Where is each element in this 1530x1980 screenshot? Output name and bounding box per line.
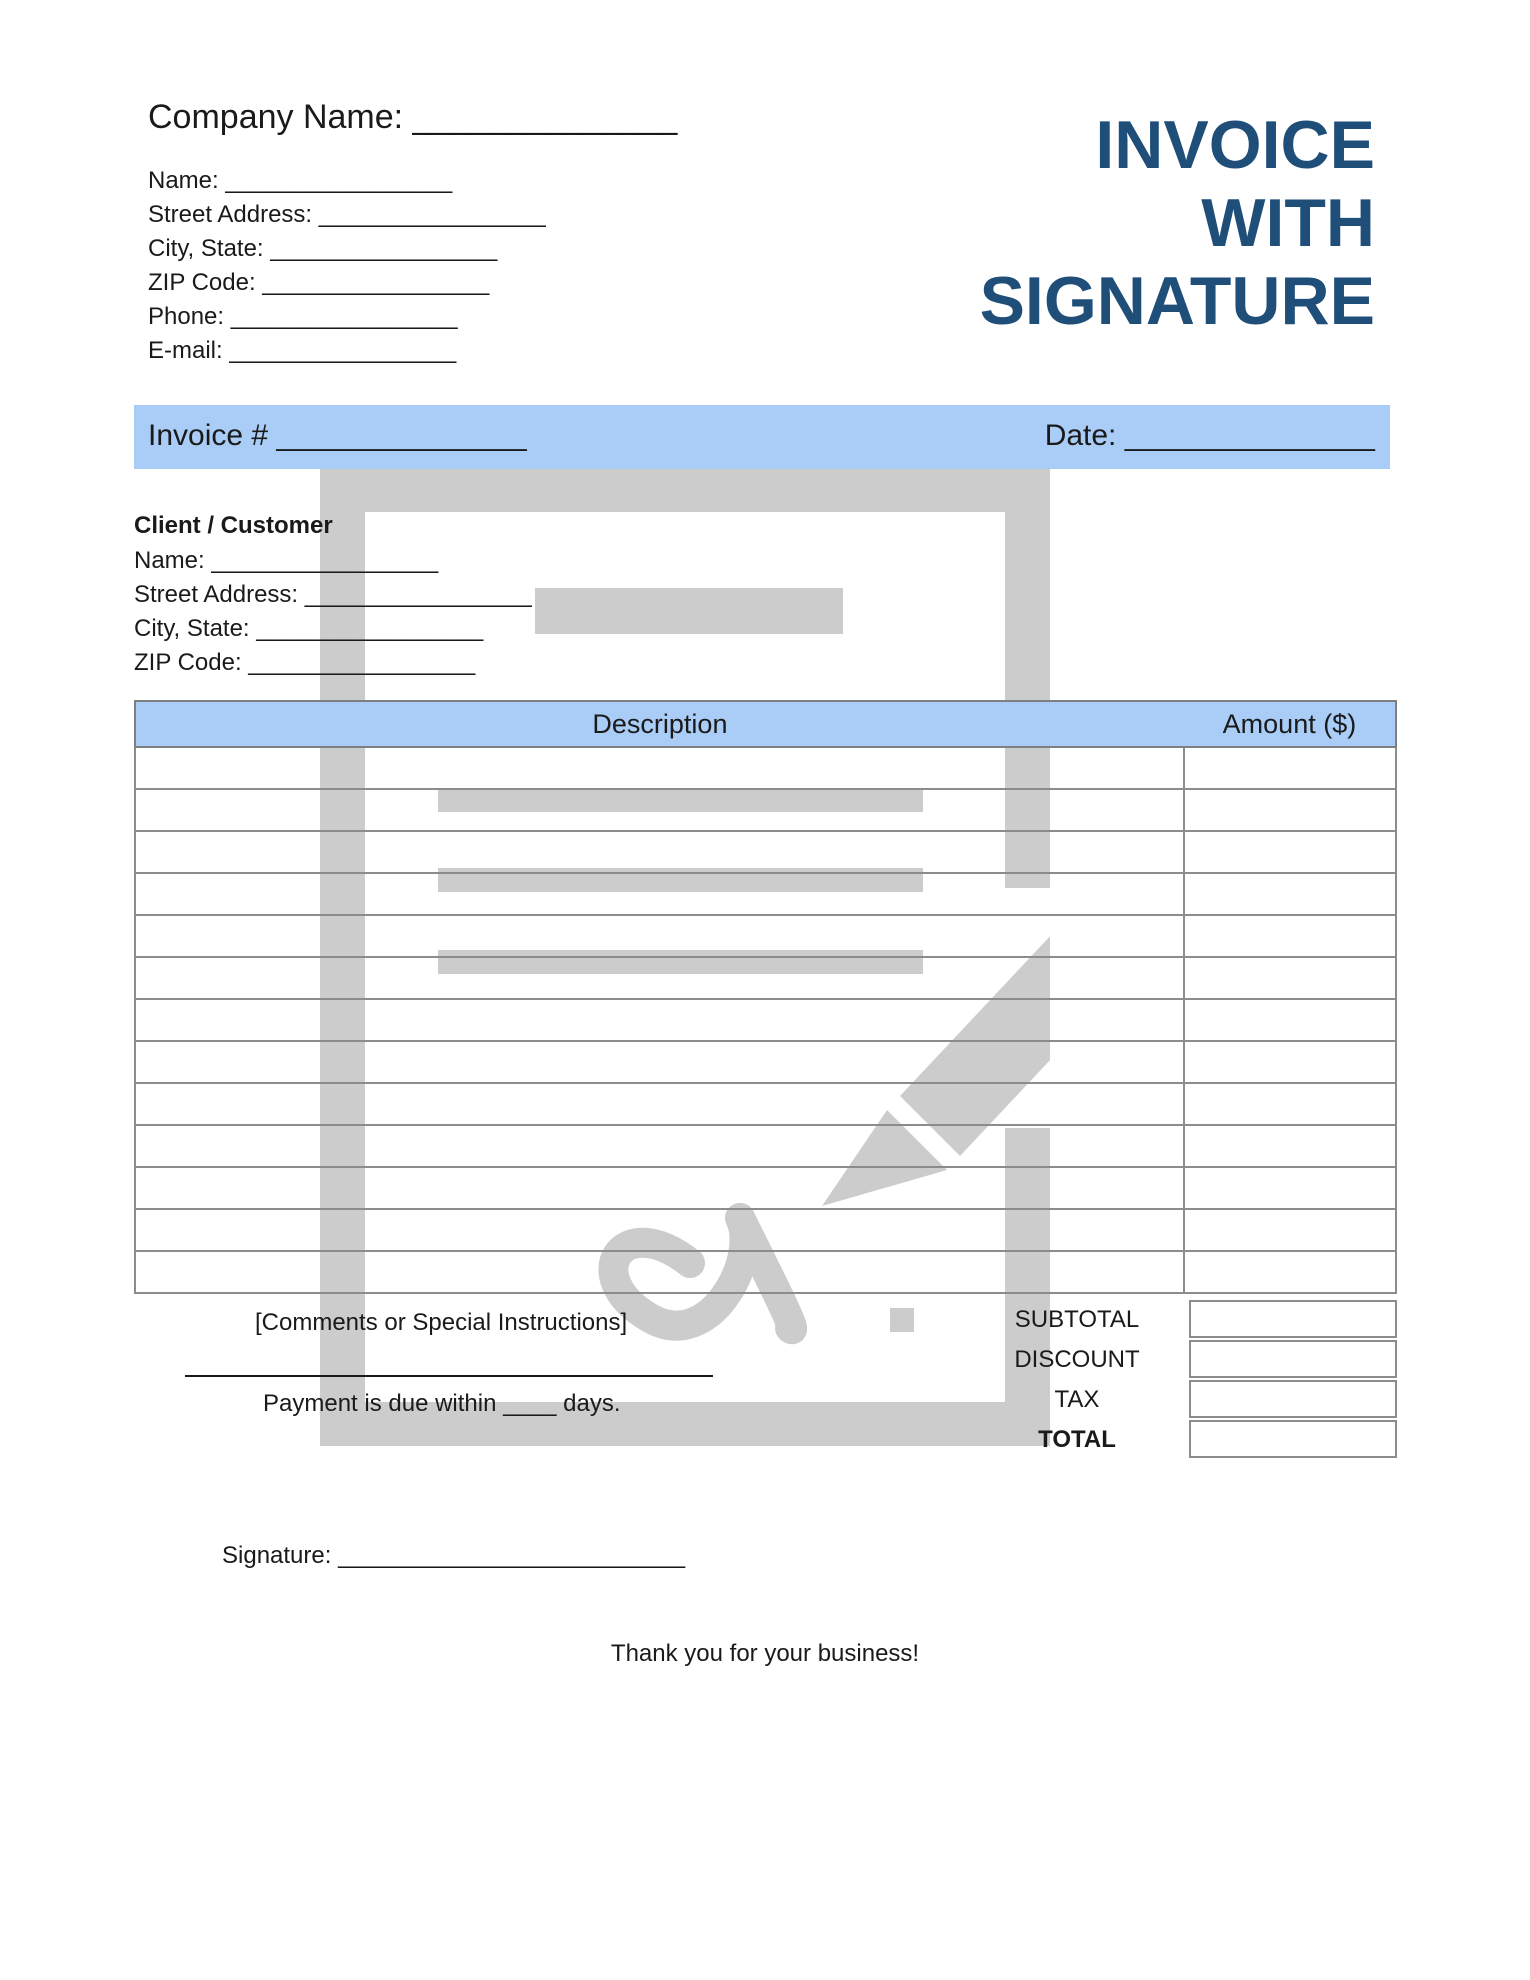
amount-cell[interactable]: [1184, 789, 1396, 831]
table-row: [135, 1209, 1396, 1251]
client-heading: Client / Customer: [134, 512, 333, 539]
invoice-title: [980, 106, 1375, 340]
table-row: [135, 999, 1396, 1041]
amount-cell[interactable]: [1184, 747, 1396, 789]
tax-label: TAX: [1054, 1386, 1100, 1413]
description-cell[interactable]: [135, 747, 1184, 789]
amount-cell[interactable]: [1184, 957, 1396, 999]
discount-box[interactable]: [1189, 1340, 1397, 1378]
table-row: [135, 1083, 1396, 1125]
description-cell[interactable]: [135, 789, 1184, 831]
signature-field[interactable]: Signature: __________________________: [222, 1542, 686, 1569]
table-row: [135, 1041, 1396, 1083]
title-line-1: INVOICE: [1095, 107, 1375, 183]
total-box[interactable]: [1189, 1420, 1397, 1458]
table-row: [135, 915, 1396, 957]
sender-email-field[interactable]: E-mail: _________________: [148, 337, 457, 364]
description-cell[interactable]: [135, 1167, 1184, 1209]
description-cell[interactable]: [135, 831, 1184, 873]
sender-zip-field[interactable]: ZIP Code: _________________: [148, 269, 490, 296]
description-cell[interactable]: [135, 1209, 1184, 1251]
subtotal-box[interactable]: [1189, 1300, 1397, 1338]
description-cell[interactable]: [135, 957, 1184, 999]
description-header: Description: [135, 701, 1184, 747]
description-cell[interactable]: [135, 1041, 1184, 1083]
comments-input-line[interactable]: [185, 1375, 713, 1377]
invoice-number-field[interactable]: Invoice # _______________: [148, 419, 527, 452]
amount-cell[interactable]: [1184, 915, 1396, 957]
amount-cell[interactable]: [1184, 1251, 1396, 1293]
table-row: [135, 1167, 1396, 1209]
table-row: [135, 873, 1396, 915]
table-row: [135, 789, 1396, 831]
amount-cell[interactable]: [1184, 1125, 1396, 1167]
discount-label: DISCOUNT: [1014, 1346, 1140, 1373]
title-line-3: SIGNATURE: [979, 263, 1375, 339]
table-row: [135, 1125, 1396, 1167]
amount-cell[interactable]: [1184, 873, 1396, 915]
payment-terms-text[interactable]: Payment is due within ____ days.: [263, 1390, 621, 1417]
amount-cell[interactable]: [1184, 1041, 1396, 1083]
comments-label: [Comments or Special Instructions]: [255, 1309, 628, 1336]
amount-cell[interactable]: [1184, 1209, 1396, 1251]
client-name-field[interactable]: Name: _________________: [134, 547, 439, 574]
description-cell[interactable]: [135, 1125, 1184, 1167]
amount-cell[interactable]: [1184, 999, 1396, 1041]
client-city-state-field[interactable]: City, State: _________________: [134, 615, 484, 642]
sender-street-field[interactable]: Street Address: _________________: [148, 201, 546, 228]
line-items-table: [134, 700, 1397, 1294]
title-line-2: WITH: [1201, 185, 1375, 261]
client-street-field[interactable]: Street Address: _________________: [134, 581, 532, 608]
company-name-field[interactable]: Company Name: ______________: [148, 98, 678, 136]
table-row: [135, 747, 1396, 789]
thank-you-message: Thank you for your business!: [610, 1640, 920, 1667]
amount-header: Amount ($): [1184, 701, 1396, 747]
table-row: [135, 957, 1396, 999]
amount-cell[interactable]: [1184, 1167, 1396, 1209]
tax-box[interactable]: [1189, 1380, 1397, 1418]
sender-phone-field[interactable]: Phone: _________________: [148, 303, 458, 330]
client-zip-field[interactable]: ZIP Code: _________________: [134, 649, 476, 676]
description-cell[interactable]: [135, 1251, 1184, 1293]
description-cell[interactable]: [135, 1083, 1184, 1125]
description-cell[interactable]: [135, 999, 1184, 1041]
amount-cell[interactable]: [1184, 831, 1396, 873]
total-label: TOTAL: [1038, 1426, 1116, 1453]
sender-name-field[interactable]: Name: _________________: [148, 167, 453, 194]
subtotal-label: SUBTOTAL: [1014, 1306, 1140, 1333]
invoice-date-field[interactable]: Date: _______________: [1044, 419, 1375, 452]
sender-city-state-field[interactable]: City, State: _________________: [148, 235, 498, 262]
table-row: [135, 831, 1396, 873]
description-cell[interactable]: [135, 873, 1184, 915]
amount-cell[interactable]: [1184, 1083, 1396, 1125]
description-cell[interactable]: [135, 915, 1184, 957]
table-row: [135, 1251, 1396, 1293]
